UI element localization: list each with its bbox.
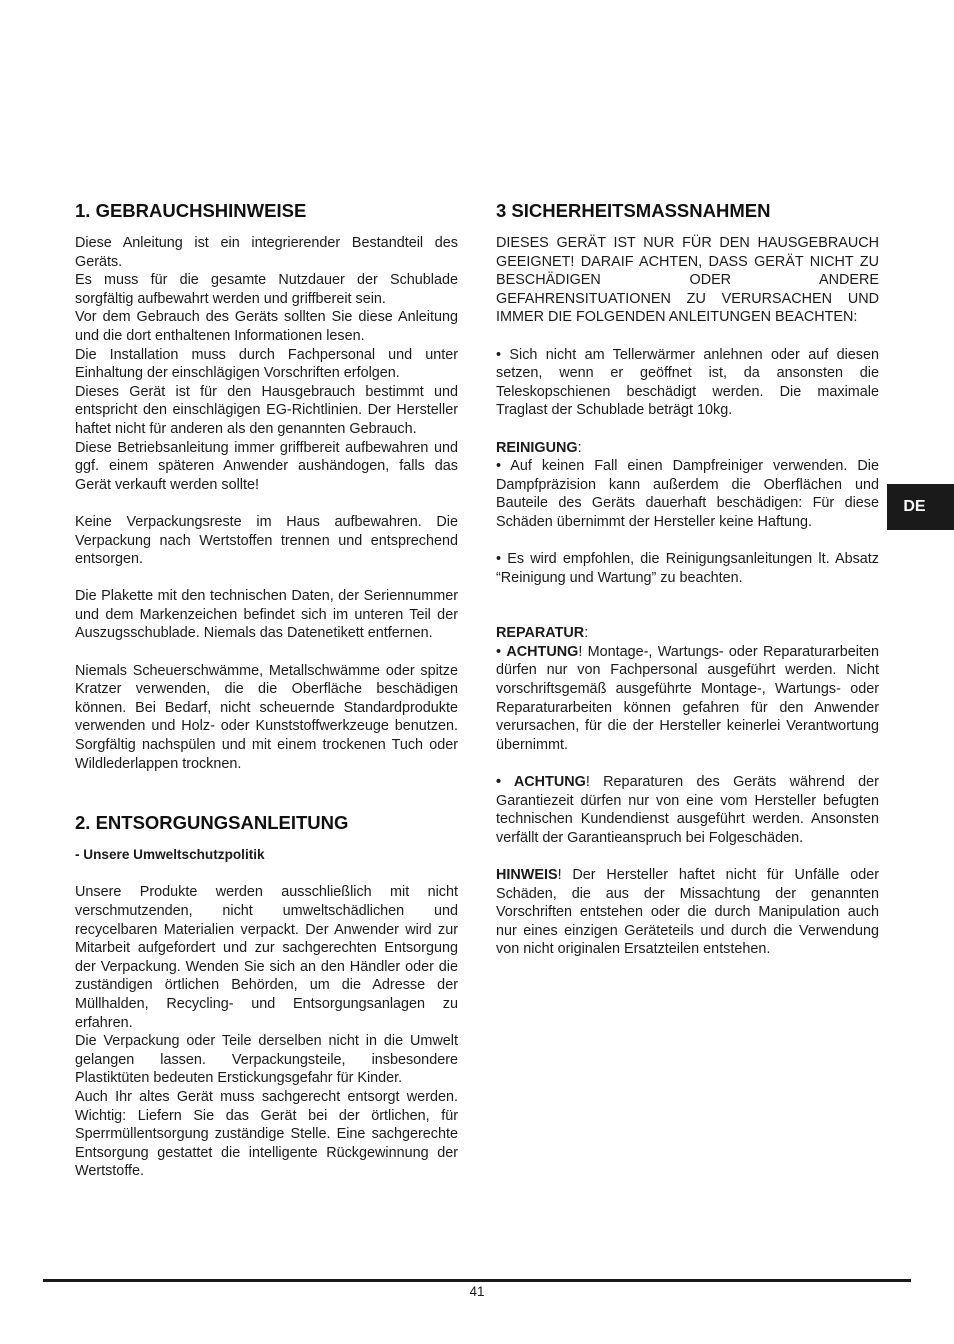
- hint-label: HINWEIS: [496, 867, 558, 883]
- repair-paragraph-1: [496, 643, 879, 755]
- repair-paragraph-2: [496, 773, 879, 847]
- section-3-paragraph-2: • Sich nicht am Tellerwärmer anlehnen oder auf diesen setzen, wenn er geöffnet ist, da ansonsten die Teleskopschienen beschädigt werden. Die maximale Traglast der Schublade beträgt 10kg.: [496, 346, 879, 419]
- hint-paragraph: [496, 866, 879, 959]
- section-1-paragraph-4: Die Installation muss durch Fachpersonal und unter Einhaltung der einschlägigen Vorschriften erfolgen.: [75, 346, 458, 382]
- repair-warning-label-2: ACHTUNG: [513, 774, 586, 791]
- language-tab: DE: [887, 484, 954, 530]
- repair-text-2: ! Reparaturen des Geräts während der Garantiezeit dürfen nur von eine vom Hersteller befugten technischen Kundendienst ausgeführt werden. Ansonsten verfällt der Garantieanspruch bei Folgeschäden.: [496, 774, 879, 846]
- cleaning-label: REINIGUNG: [496, 439, 578, 456]
- section-1-title: 1. GEBRAUCHSHINWEISE: [75, 200, 307, 221]
- section-1-paragraph-2: Es muss für die gesamte Nutzdauer der Schublade sorgfältig aufbewahrt werden und griffbereit sein.: [75, 272, 458, 307]
- section-1-paragraph-3: Vor dem Gebrauch des Geräts sollten Sie diese Anleitung und die dort enthaltenen Informationen lesen.: [75, 309, 458, 344]
- repair-text-1: ! Montage-, Wartungs- oder Reparaturarbeiten dürfen nur von Fachpersonal ausgeführt werden. Nicht vorschriftsgemäß ausgeführte Montage-, Wartungs- oder Reparaturarbeiten können gefahren für den Anwender verursachen, für die der Hersteller keinerlei Verantwortung übernimmt.: [496, 643, 879, 753]
- cleaning-heading: [496, 439, 879, 458]
- repair-bullet-2: •: [496, 774, 514, 791]
- section-3-title: 3 SICHERHEITSMASSNAHMEN: [496, 200, 771, 221]
- section-2-title: 2. ENTSORGUNGSANLEITUNG: [75, 812, 349, 834]
- cleaning-paragraph-1: • Auf keinen Fall einen Dampfreiniger verwenden. Die Dampfpräzision kann außerdem die Oberflächen und Bauteile des Geräts dauerhaft beschädigen: Für diese Schäden übernimmt der Hersteller keine Haftung.: [496, 458, 879, 530]
- section-1-paragraph-7: Keine Verpackungsreste im Haus aufbewahren. Die Verpackung nach Wertstoffen trennen und entsprechend entsorgen.: [75, 513, 458, 568]
- left-column: [75, 198, 458, 1181]
- section-2-paragraph-1: Unsere Produkte werden ausschließlich mit nicht verschmutzenden, nicht umweltschädlichen und recycelbaren Materialien verpackt. Der Anwender wird zur Mitarbeit aufgefordert und zur sachgerechten Entsorgung der Verpackung. Wenden Sie sich an den Händler oder die zuständigen örtlichen Behörden, um die Adresse der Müllhalden, Recycling- und Entsorgungsanlagen zu erfahren.: [75, 884, 458, 1031]
- repair-heading: [496, 624, 879, 643]
- section-3-paragraph-1: DIESES GERÄT IST NUR FÜR DEN HAUSGEBRAUCH GEEIGNET! DARAIF ACHTEN, DASS GERÄT NICHT ZU BESCHÄDIGEN ODER ANDERE GEFAHRENSITUATIONEN ZU VERURSACHEN UND IMMER DIE FOLGENDEN ANLEITUNGEN BEACHTEN:: [496, 235, 879, 326]
- repair-colon: :: [584, 625, 589, 642]
- section-1-paragraph-9: Niemals Scheuerschwämme, Metallschwämme oder spitze Kratzer verwenden, die die Oberfläche beschädigen können. Bei Bedarf, nicht scheuernde Standardprodukte verwenden und Holz- oder Kunststoffwerkzeuge benutzen. Sorgfältig nachspülen und mit einem trockenen Tuch oder Wildlederlappen trocknen.: [75, 662, 458, 772]
- footer-rule: [43, 1279, 911, 1282]
- section-2-paragraph-2: Die Verpackung oder Teile derselben nicht in die Umwelt gelangen lassen. Verpackungsteile, insbesondere Plastiktüten bedeuten Erstickungsgefahr für Kinder.: [75, 1033, 458, 1087]
- section-2-paragraph-3: Auch Ihr altes Gerät muss sachgerecht entsorgt werden. Wichtig: Liefern Sie das Gerät bei der örtlichen, für Sperrmüllentsorgung zuständige Stelle. Eine sachgerechte Entsorgung gestattet die intelligente Rückgewinnung der Wertstoffe.: [75, 1088, 458, 1180]
- cleaning-paragraph-2: • Es wird empfohlen, die Reinigungsanleitungen lt. Absatz “Reinigung und Wartung” zu beachten.: [496, 551, 879, 586]
- repair-warning-label-1: ACHTUNG: [506, 643, 579, 660]
- repair-label: REPARATUR: [496, 625, 585, 642]
- section-1-paragraph-1: Diese Anleitung ist ein integrierender Bestandteil des Geräts.: [75, 235, 458, 270]
- page-number: 41: [469, 1284, 485, 1299]
- section-1-paragraph-8: Die Plakette mit den technischen Daten, der Seriennummer und dem Markenzeichen befindet sich im unteren Teil der Auszugsschublade. Niemals das Datenetikett entfernen.: [75, 588, 458, 642]
- cleaning-colon: :: [577, 439, 582, 456]
- section-1-paragraph-5: Dieses Gerät ist für den Hausgebrauch bestimmt und entspricht den einschlägigen EG-Richtlinien. Der Hersteller haftet nicht für anderen als den genannten Gebrauch.: [75, 383, 458, 437]
- repair-bullet-1: •: [496, 643, 507, 660]
- section-2-subtitle: - Unsere Umweltschutzpolitik: [75, 847, 265, 863]
- section-1-paragraph-6: Diese Betriebsanleitung immer griffbereit aufbewahren und ggf. einem späteren Anwender aushändogen, falls das Gerät verkauft werden sollte!: [75, 439, 458, 493]
- hint-text: ! Der Hersteller haftet nicht für Unfälle oder Schäden, die aus der Missachtung der genannten Vorschriften entstehen oder die durch Manipulation auch nur eines einzigen Geräteteils und durch die Verwendung von nicht originalen Ersatzteilen entstehen.: [496, 867, 879, 958]
- right-column: [496, 198, 879, 959]
